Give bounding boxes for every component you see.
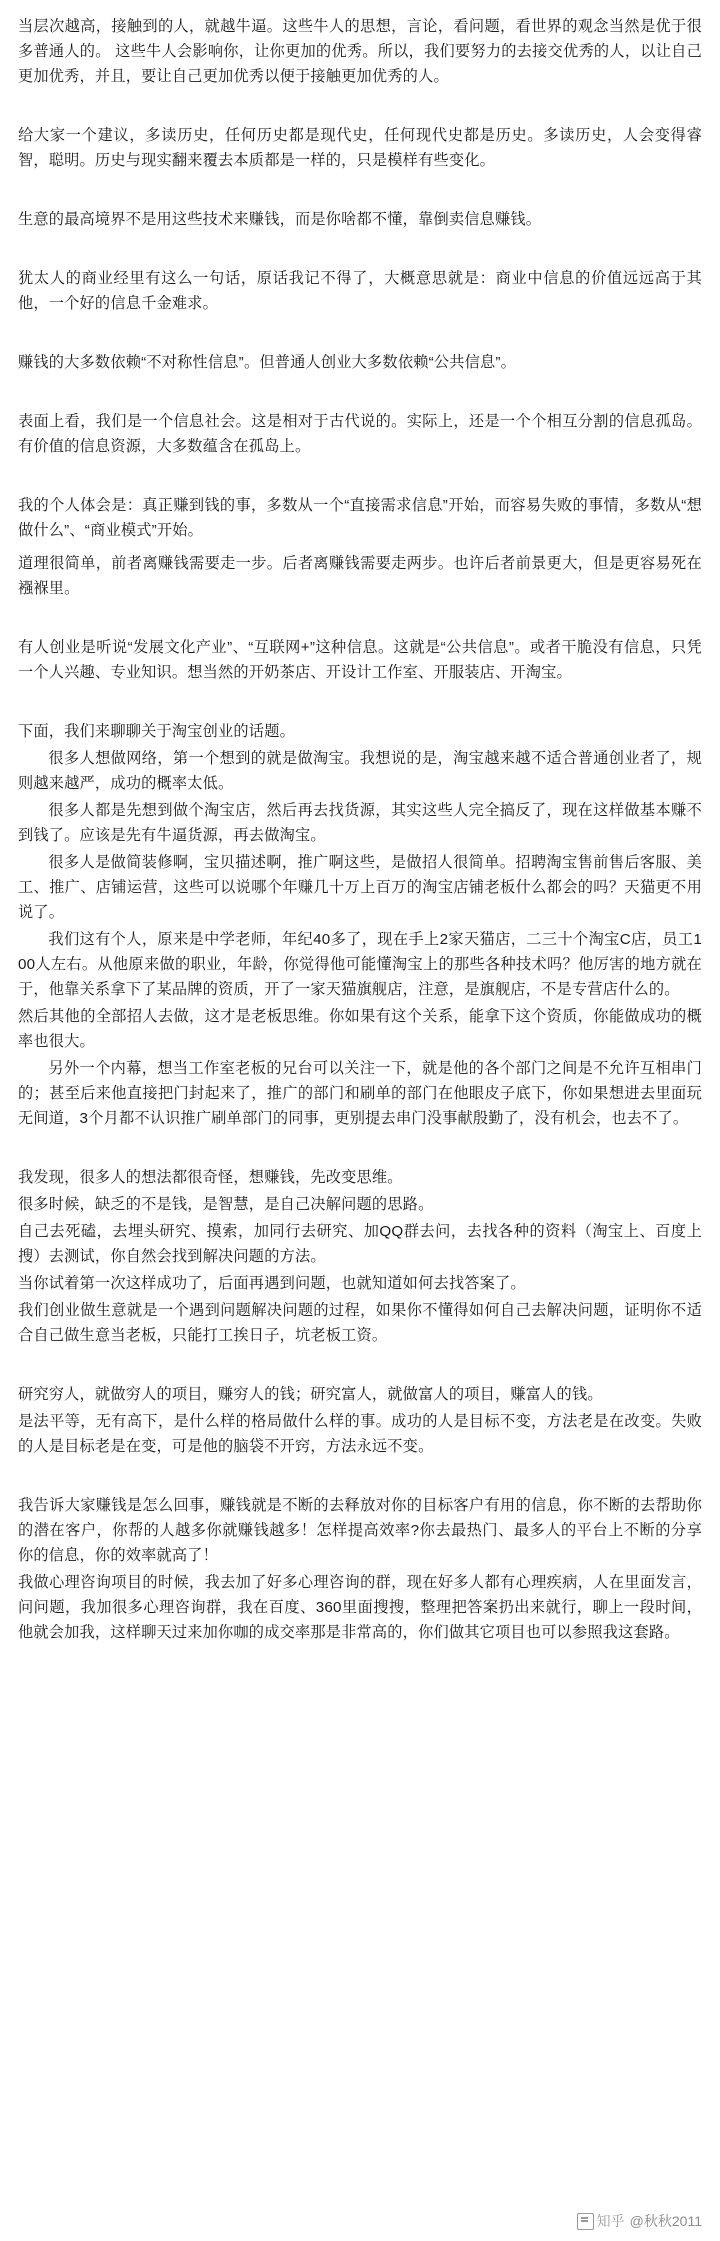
- watermark-author: @秋秋2011: [629, 2213, 702, 2229]
- paragraph: 我发现，很多人的想法都很奇怪，想赚钱，先改变思维。: [18, 1169, 403, 1186]
- paragraph: 道理很简单，前者离赚钱需要走一步。后者离赚钱需要走两步。也许后者前景更大，但是更容易死在襁褓里。: [18, 555, 702, 597]
- paragraph: 赚钱的大多数依赖“不对称性信息”。但普通人创业大多数依赖“公共信息”。: [18, 354, 517, 371]
- paragraph: 给大家一个建议，多读历史，任何历史都是现代史，任何现代史都是历史。多读历史，人会变得睿智，聪明。历史与现实翻来覆去本质都是一样的，只是模样有些变化。: [18, 127, 702, 169]
- paragraph: 另外一个内幕，想当工作室老板的兄台可以关注一下，就是他的各个部门之间是不允许互相串门的；甚至后来他直接把门封起来了，推广的部门和刷单的部门在他眼皮子底下，你如果想进去里面玩无间道，3个月都不认识推广刷单部门的同事，更别提去串门没事献殷勤了，没有机会，也去不了。: [18, 1060, 702, 1127]
- paragraph: 很多人想做网络，第一个想到的就是做淘宝。我想说的是，淘宝越来越不适合普通创业者了，规则越来越严，成功的概率太低。: [18, 750, 702, 792]
- zhihu-logo-icon: [577, 2211, 625, 2231]
- paragraph: 很多人都是先想到做个淘宝店，然后再去找货源，其实这些人完全搞反了，现在这样做基本赚不到钱了。应该是先有牛逼货源，再去做淘宝。: [18, 802, 702, 844]
- paragraph: 下面，我们来聊聊关于淘宝创业的话题。: [18, 723, 295, 740]
- paragraph: 我们这有个人，原来是中学老师，年纪40多了，现在手上2家天猫店，二三十个淘宝C店，员工100人左右。从他原来做的职业，年龄，你觉得他可能懂淘宝上的那些各种技术吗？他厉害的地方就在于，他靠关系拿下了某品牌的资质，开了一家天猫旗舰店，注意，是旗舰店，不是专营店什么的。: [18, 931, 702, 998]
- paragraph: 我告诉大家赚钱是怎么回事，赚钱就是不断的去释放对你的目标客户有用的信息，你不断的去帮助你的潜在客户，你帮的人越多你就赚钱越多！怎样提高效率?你去最热门、最多人的平台上不断的分享你的信息，你的效率就高了！: [18, 1497, 702, 1564]
- paragraph: 我做心理咨询项目的时候，我去加了好多心理咨询的群，现在好多人都有心理疾病，人在里面发言，问问题，我加很多心理咨询群，我在百度、360里面搜搜，整理把答案扔出来就行，聊上一段时间，他就会加我，这样聊天过来加你咖的成交率那是非常高的，你们做其它项目也可以参照我这套路。: [18, 1574, 702, 1641]
- paragraph: 我们创业做生意就是一个遇到问题解决问题的过程，如果你不懂得如何自己去解决问题，证明你不适合自己做生意当老板，只能打工挨日子，坑老板工资。: [18, 1302, 702, 1344]
- paragraph: 当层次越高，接触到的人，就越牛逼。这些牛人的思想，言论，看问题，看世界的观念当然是优于很多普通人的。 这些牛人会影响你，让你更加的优秀。所以，我们要努力的去接交优秀的人，以让自己更加优秀，并且，要让自己更加优秀以便于接触更加优秀的人。: [18, 18, 702, 85]
- paragraph: 自己去死磕，去埋头研究、摸索，加同行去研究、加QQ群去问，去找各种的资料（淘宝上、百度上搜）去测试，你自然会找到解决问题的方法。: [18, 1223, 702, 1265]
- watermark-label: 知乎: [596, 2213, 625, 2229]
- paragraph: 很多人是做简装修啊，宝贝描述啊，推广啊这些，是做招人很简单。招聘淘宝售前售后客服、美工、推广、店铺运营，这些可以说哪个年赚几十万上百万的淘宝店铺老板什么都会的吗？天猫更不用说了。: [18, 854, 702, 921]
- paragraph: 研究穷人，就做穷人的项目，赚穷人的钱；研究富人，就做富人的项目，赚富人的钱。: [18, 1386, 603, 1403]
- paragraph: 表面上看，我们是一个信息社会。这是相对于古代说的。实际上，还是一个个相互分割的信息孤岛。有价值的信息资源，大多数蕴含在孤岛上。: [18, 413, 702, 455]
- paragraph: 很多时候，缺乏的不是钱，是智慧，是自己决解问题的思路。: [18, 1196, 434, 1213]
- paragraph: 然后其他的全部招人去做，这才是老板思维。你如果有这个关系，能拿下这个资质，你能做成功的概率也很大。: [18, 1008, 702, 1050]
- paragraph: 犹太人的商业经里有这么一句话，原话我记不得了，大概意思就是：商业中信息的价值远远高于其他，一个好的信息千金难求。: [18, 270, 702, 312]
- watermark-footer: [577, 2211, 702, 2231]
- paragraph: 生意的最高境界不是用这些技术来赚钱，而是你啥都不懂，靠倒卖信息赚钱。: [18, 211, 542, 228]
- paragraph: 有人创业是听说“发展文化产业”、“互联网+”这种信息。这就是“公共信息”。或者干脆没有信息，只凭一个人兴趣、专业知识。想当然的开奶茶店、开设计工作室、开服装店、开淘宝。: [18, 639, 702, 681]
- paragraph: 是法平等，无有高下，是什么样的格局做什么样的事。成功的人是目标不变，方法老是在改变。失败的人是目标老是在变，可是他的脑袋不开窍，方法永远不变。: [18, 1413, 702, 1455]
- article-body: [18, 14, 702, 1645]
- paragraph: 当你试着第一次这样成功了，后面再遇到问题，也就知道如何去找答案了。: [18, 1275, 526, 1292]
- paragraph: 我的个人体会是：真正赚到钱的事，多数从一个“直接需求信息”开始，而容易失败的事情，多数从“想做什么”、“商业模式”开始。: [18, 497, 702, 539]
